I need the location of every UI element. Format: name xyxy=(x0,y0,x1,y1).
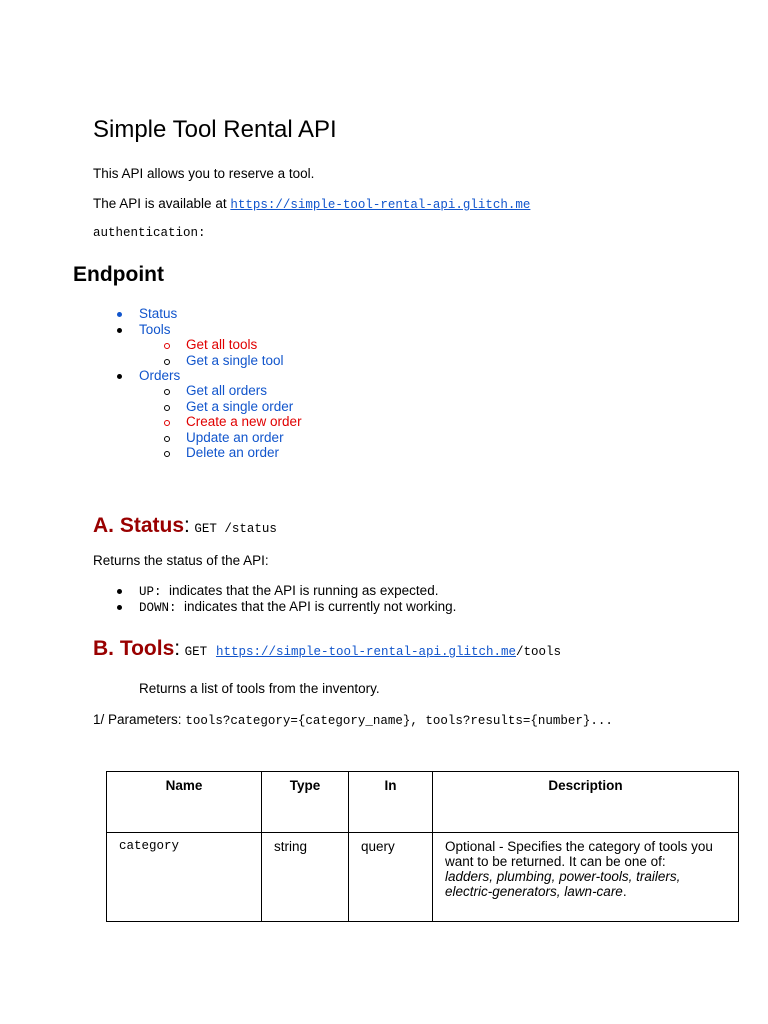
status-heading-label: A. Status xyxy=(93,514,185,537)
params-table xyxy=(106,771,739,922)
status-up-item xyxy=(139,583,438,599)
circle-bullet-icon xyxy=(164,359,170,365)
toc-item-get-all-orders[interactable]: Get all orders xyxy=(186,383,268,398)
header-description: Description xyxy=(433,772,739,833)
bullet-icon xyxy=(117,374,122,379)
toc-item-get-single-order[interactable]: Get a single order xyxy=(186,399,294,414)
bullet-icon xyxy=(117,312,122,317)
status-heading xyxy=(93,514,277,538)
tools-heading-label: B. Tools xyxy=(93,637,175,660)
status-down-item xyxy=(139,599,456,615)
table-header-row xyxy=(107,772,739,833)
desc-end: . xyxy=(622,884,627,899)
status-endpoint: GET /status xyxy=(194,522,277,536)
status-up-text: indicates that the API is running as expected. xyxy=(169,583,439,598)
endpoint-heading: Endpoint xyxy=(73,263,164,286)
circle-bullet-icon xyxy=(164,436,170,442)
status-heading-colon: : xyxy=(184,514,190,537)
desc-plain: Optional - Specifies the category of tools you want to be returned. It can be one of: xyxy=(445,839,713,869)
status-up-code: UP: xyxy=(139,585,162,599)
page-title: Simple Tool Rental API xyxy=(93,116,337,143)
toc-item-update-order[interactable]: Update an order xyxy=(186,430,284,445)
header-name: Name xyxy=(107,772,262,833)
cell-type: string xyxy=(262,833,349,922)
toc-item-tools[interactable]: Tools xyxy=(139,322,171,337)
tools-heading-colon: : xyxy=(174,637,181,660)
tools-desc: Returns a list of tools from the inventory. xyxy=(139,681,380,696)
tools-params-line xyxy=(93,712,613,728)
circle-bullet-icon xyxy=(164,389,170,395)
table-row xyxy=(107,833,739,922)
availability-line xyxy=(93,196,530,212)
availability-label: The API is available at xyxy=(93,196,227,211)
tools-method: GET xyxy=(184,645,208,659)
toc-item-get-all-tools[interactable]: Get all tools xyxy=(186,337,258,352)
cell-in: query xyxy=(349,833,433,922)
circle-bullet-icon xyxy=(164,343,170,349)
desc-italic: ladders, plumbing, power-tools, trailers, electric-generators, lawn-care xyxy=(445,869,681,899)
cell-name: category xyxy=(107,833,262,922)
status-down-text: indicates that the API is currently not working. xyxy=(184,599,457,614)
status-desc: Returns the status of the API: xyxy=(93,553,269,568)
tools-params-label: 1/ Parameters: xyxy=(93,712,182,727)
header-type: Type xyxy=(262,772,349,833)
tools-path: /tools xyxy=(516,645,562,659)
bullet-icon xyxy=(117,605,122,610)
tools-params-code: tools?category={category_name}, tools?results={number}... xyxy=(185,714,613,728)
status-down-code: DOWN: xyxy=(139,601,177,615)
toc-item-create-order[interactable]: Create a new order xyxy=(186,414,302,429)
base-url-link[interactable]: https://simple-tool-rental-api.glitch.me xyxy=(230,198,531,212)
bullet-icon xyxy=(117,328,122,333)
toc-item-get-single-tool[interactable]: Get a single tool xyxy=(186,353,284,368)
tools-base-url-link[interactable]: https://simple-tool-rental-api.glitch.me xyxy=(215,645,517,659)
circle-bullet-icon xyxy=(164,451,170,457)
cell-description xyxy=(433,833,739,922)
toc-item-delete-order[interactable]: Delete an order xyxy=(186,445,280,460)
toc-item-status[interactable]: Status xyxy=(139,306,178,321)
tools-heading xyxy=(93,637,561,661)
toc-item-orders[interactable]: Orders xyxy=(139,368,181,383)
auth-label: authentication: xyxy=(93,226,206,240)
circle-bullet-icon xyxy=(164,420,170,426)
intro-text: This API allows you to reserve a tool. xyxy=(93,166,315,181)
bullet-icon xyxy=(117,589,122,594)
circle-bullet-icon xyxy=(164,405,170,411)
header-in: In xyxy=(349,772,433,833)
